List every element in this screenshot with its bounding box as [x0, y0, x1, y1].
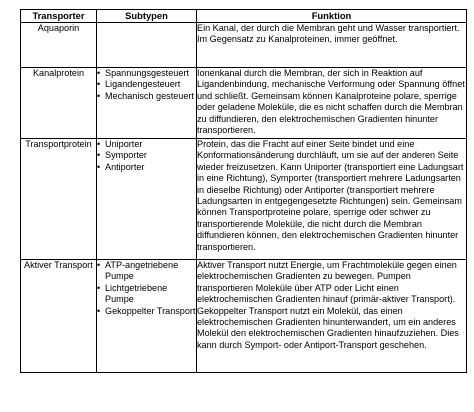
header-row — [21, 10, 467, 23]
subtypes-cell — [97, 260, 197, 373]
bullet-icon: • — [97, 260, 101, 270]
transporter-cell: Aquaporin — [21, 23, 97, 68]
subtypes-cell — [97, 68, 197, 139]
transporter-table — [20, 9, 467, 373]
subtype-item: • Gekoppelter Transport — [97, 305, 196, 316]
function-cell: Protein, das die Fracht auf einer Seite bindet und eine Konformationsänderung durchläuft, um sie auf der anderen Seite wieder freizusetzen. Kann Uniporter (transportiert eine Ladungsart in eine Richtung), Symporter (transportiert mehrere Ladungsarten in dieselbe Richtung) oder Antiporter (transportiert mehrere Ladungsarten in entgegengesetzte Richtungen) sein. Gemeinsam können Transportproteine polare, sperrige oder schwer zu transportierende Moleküle, die nicht durch die Membran diffundieren können, den elektrochemischen Gradienten hinunter transportieren. — [197, 139, 467, 260]
bullet-icon: • — [97, 68, 101, 78]
header-function: Funktion — [197, 10, 467, 23]
bullet-icon: • — [97, 161, 101, 172]
table-row — [21, 139, 467, 260]
bullet-icon: • — [97, 305, 101, 316]
subtype-list — [97, 68, 196, 102]
function-cell: Aktiver Transport nutzt Energie, um Frachtmoleküle gegen einen elektrochemischen Gradienten zu bewegen. Pumpen transportieren Moleküle über ATP oder Licht einen elektrochemischen Gradienten hinauf (primär-aktiver Transport). Gekoppelter Transport nutzt ein Molekül, das einen elektrochemischen Gradienten hinunterwandert, um ein anderes Molekül den elektrochemischen Gradienten hinaufzuziehen. Dies kann durch Symport- oder Antiport-Transport geschehen. — [197, 260, 467, 373]
subtype-list — [97, 260, 196, 317]
subtype-item: • Ligandengesteuert — [97, 79, 181, 90]
subtype-item: • Lichtgetriebene Pumpe — [97, 282, 168, 305]
subtypes-cell — [97, 23, 197, 68]
bullet-icon: • — [97, 282, 101, 293]
transporter-cell: Transportprotein — [21, 139, 97, 260]
subtypes-cell — [97, 139, 197, 260]
table-row — [21, 23, 467, 68]
function-cell: Ein Kanal, der durch die Membran geht und Wasser transportiert. Im Gegensatz zu Kanalproteinen, immer geöffnet. — [197, 23, 467, 68]
header-transporter: Transporter — [21, 10, 97, 23]
subtype-item: • Mechanisch gesteuert — [97, 90, 194, 101]
subtype-list — [97, 139, 196, 173]
bullet-icon: • — [97, 139, 101, 149]
function-cell: Ionenkanal durch die Membran, der sich in Reaktion auf Ligandenbindung, mechanische Verformung oder Spannung öffnet und schließt. Gemeinsam können Kanalproteine polare, sperrige oder geladene Moleküle, die es nicht schaffen durch die Membran zu diffundieren, den elektrochemischen Gradienten hinunter transportieren. — [197, 68, 467, 139]
bullet-icon: • — [97, 90, 101, 101]
table-row — [21, 260, 467, 373]
bullet-icon: • — [97, 79, 101, 90]
header-subtypes: Subtypen — [97, 10, 197, 23]
subtype-item: • Symporter — [97, 150, 147, 161]
transporter-cell: Aktiver Transport — [21, 260, 97, 373]
subtype-item: • ATP-angetriebene Pumpe — [97, 260, 179, 282]
table-row — [21, 68, 467, 139]
subtype-item: • Uniporter — [97, 139, 143, 149]
transporter-cell: Kanalprotein — [21, 68, 97, 139]
subtype-item: • Spannungsgesteuert — [97, 68, 189, 78]
bullet-icon: • — [97, 150, 101, 161]
subtype-item: • Antiporter — [97, 161, 145, 172]
